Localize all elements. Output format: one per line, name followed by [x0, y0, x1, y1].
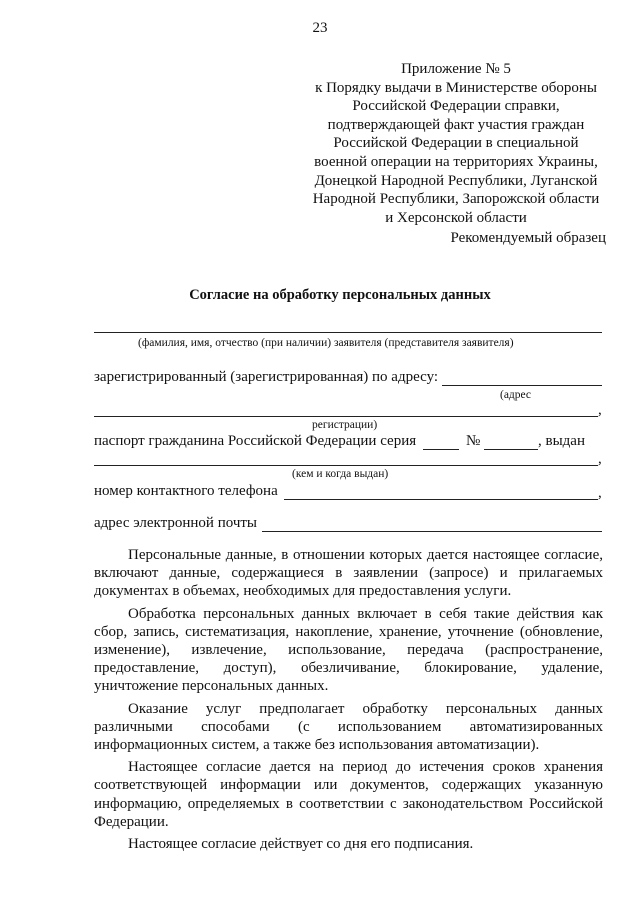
passport-comma: , [598, 451, 602, 467]
consent-text [94, 546, 603, 857]
passport-number-field[interactable] [484, 449, 538, 450]
appendix-line: Российской Федерации справки, [352, 98, 560, 115]
name-field-caption: (фамилия, имя, отчество (при наличии) заявителя (представителя заявителя) [138, 337, 514, 349]
name-field-line[interactable] [94, 332, 602, 333]
appendix-line: подтверждающей факт участия граждан [327, 116, 585, 133]
address-field-line[interactable] [442, 385, 602, 386]
address-comma: , [598, 402, 602, 418]
paragraph: Оказание услуг предполагает обработку персональных данных различными способами (с использованием автоматизированных информационных систем, а также без использования автоматизации). [94, 700, 603, 754]
appendix-line: к Порядку выдачи в Министерстве обороны [315, 79, 597, 96]
appendix-line: Донецкой Народной Республики, Луганской [314, 172, 598, 189]
email-field-line[interactable] [262, 531, 602, 532]
appendix-line: Приложение № 5 [401, 61, 511, 77]
appendix-line: военной операции на территориях Украины, [314, 153, 598, 170]
address-field-line-2[interactable] [94, 416, 598, 417]
passport-label: паспорт гражданина Российской Федерации серия [94, 433, 417, 449]
passport-series-field[interactable] [423, 449, 459, 450]
paragraph: Настоящее согласие действует со дня его подписания. [128, 836, 474, 853]
address-label: зарегистрированный (зарегистрированная) по адресу: [94, 369, 439, 385]
paragraph: Настоящее согласие дается на период до истечения сроков хранения соответствующей информации или документов, содержащих указанную информацию, определяемых в соответствии с законодательством Российской Федерации. [94, 759, 603, 830]
appendix-line: и Херсонской области [385, 209, 527, 226]
passport-issued-label: , выдан [538, 433, 585, 449]
paragraph: Персональные данные, в отношении которых дается настоящее согласие, включают данные, содержащиеся в заявлении (запросе) и прилагаемых документах в объемах, необходимых для предоставления услуги. [94, 547, 603, 600]
address-caption-2: регистрации) [312, 419, 378, 431]
appendix-header [300, 60, 612, 227]
email-label: адрес электронной почты [94, 515, 258, 531]
appendix-line: Народной Республики, Запорожской области [312, 191, 600, 208]
phone-field-line[interactable] [284, 499, 598, 500]
passport-number-label: № [466, 433, 481, 449]
address-caption-1: (адрес [500, 389, 532, 401]
paragraph: Обработка персональных данных включает в себя такие действия как сбор, запись, систематизация, накопление, хранение, уточнение (обновление, изменение), извлечение, использование, передача (распространение, предоставление, доступ), обезличивание, блокирование, удаление, уничтожение персональных данных. [94, 605, 603, 695]
page-number: 23 [312, 20, 328, 36]
phone-label: номер контактного телефона [94, 483, 278, 499]
appendix-line: Российской Федерации в специальной [333, 135, 579, 152]
form-title: Согласие на обработку персональных данных [189, 287, 491, 303]
phone-comma: , [598, 485, 602, 501]
sample-note: Рекомендуемый образец [450, 230, 606, 246]
issued-caption: (кем и когда выдан) [292, 468, 389, 480]
passport-issuer-field[interactable] [94, 465, 598, 466]
